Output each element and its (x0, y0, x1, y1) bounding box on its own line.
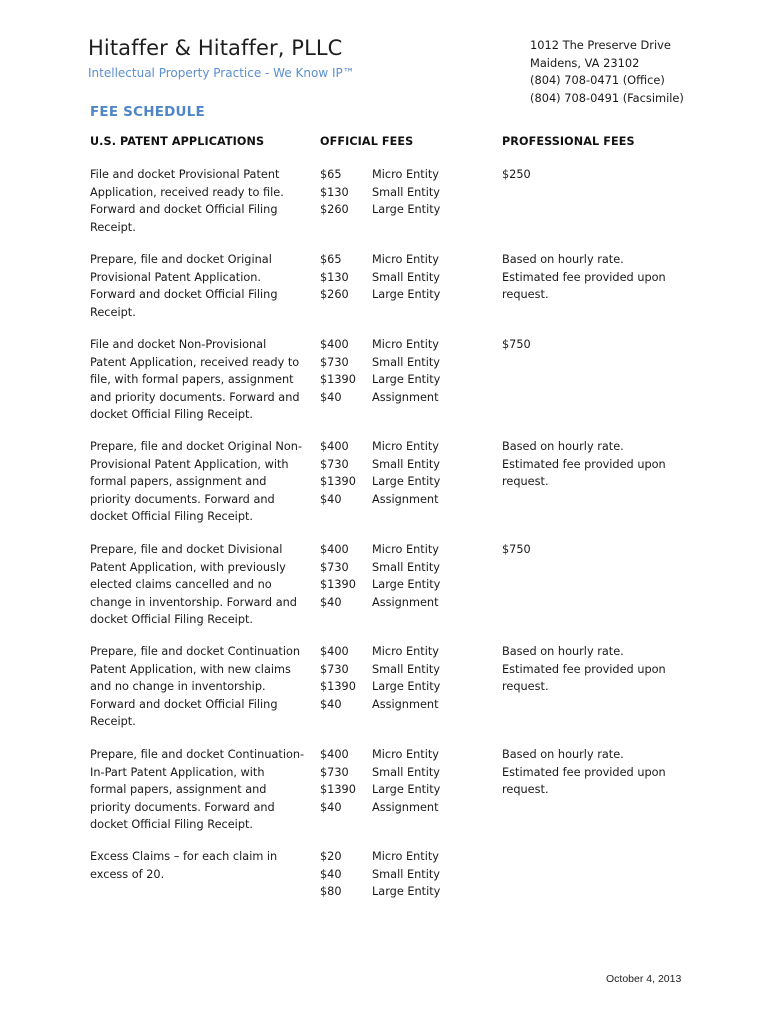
fee-amount: $1390 (320, 783, 356, 797)
professional-fee-line: Estimated fee provided upon (502, 662, 666, 676)
description-line: docket Official Filing Receipt. (90, 408, 254, 422)
professional-fee (502, 643, 666, 696)
fee-amount: $260 (320, 288, 349, 302)
fee-entity-type: Large Entity (372, 288, 441, 302)
professional-fee (502, 166, 531, 184)
description-line: File and docket Non-Provisional (90, 338, 267, 351)
address-street: 1012 The Preserve Drive (530, 38, 671, 52)
description-line: docket Official Filing Receipt. (90, 613, 254, 627)
fee-row-description (90, 166, 312, 236)
fee-amount: $400 (320, 645, 349, 658)
address-office-phone: (804) 708-0471 (Office) (530, 73, 665, 87)
fee-entity-type: Large Entity (372, 203, 441, 217)
description-line: Receipt. (90, 715, 136, 729)
fee-amount: $730 (320, 355, 349, 369)
description-line: excess of 20. (90, 867, 165, 881)
fee-amount: $40 (320, 697, 342, 711)
fee-entity-type: Large Entity (372, 578, 441, 592)
professional-fee (502, 336, 531, 354)
description-line: priority documents. Forward and (90, 492, 275, 506)
fee-amount: $1390 (320, 373, 356, 387)
fee-amount: $400 (320, 338, 349, 351)
fee-entity-type: Large Entity (372, 475, 441, 489)
description-line: docket Official Filing Receipt. (90, 818, 254, 832)
address-fax: (804) 708-0491 (Facsimile) (530, 90, 684, 105)
fee-entity-type: Micro Entity (372, 748, 439, 761)
fee-entity-type: Micro Entity (372, 440, 439, 453)
description-line: docket Official Filing Receipt. (90, 510, 254, 524)
fee-amount: $130 (320, 270, 349, 284)
fee-entity-type: Small Entity (372, 270, 440, 284)
address-city: Maidens, VA 23102 (530, 55, 640, 70)
fee-entity-type: Micro Entity (372, 253, 439, 266)
description-line: and priority documents. Forward and (90, 390, 300, 404)
fee-entity-type: Assignment (372, 390, 439, 404)
fee-entity-type: Small Entity (372, 185, 440, 199)
fee-amount: $40 (320, 595, 342, 609)
description-line: Prepare, file and docket Original Non- (90, 440, 303, 453)
column-header-applications: U.S. PATENT APPLICATIONS (90, 135, 265, 148)
fee-entity-type: Small Entity (372, 457, 440, 471)
professional-fee-line: request. (502, 680, 549, 694)
fee-row-description (90, 643, 312, 731)
description-line: formal papers, assignment and (90, 783, 267, 797)
fee-amount: $1390 (320, 578, 356, 592)
fee-entity-type: Micro Entity (372, 850, 439, 863)
fee-amount: $40 (320, 867, 342, 881)
description-line: File and docket Provisional Patent (90, 168, 280, 181)
description-line: Provisional Patent Application, with (90, 457, 289, 471)
description-line: Excess Claims – for each claim in (90, 850, 278, 863)
description-line: file, with formal papers, assignment (90, 373, 294, 387)
firm-tagline: Intellectual Property Practice - We Know IP™ (88, 66, 355, 80)
professional-fee-line: request. (502, 475, 549, 489)
description-line: In-Part Patent Application, with (90, 765, 265, 779)
professional-fee-line: $250 (502, 168, 531, 181)
professional-fee-line: request. (502, 783, 549, 797)
description-line: priority documents. Forward and (90, 800, 275, 814)
fee-entity-type: Assignment (372, 697, 439, 711)
fee-entity-type: Small Entity (372, 867, 440, 881)
description-line: Forward and docket Official Filing (90, 697, 278, 711)
professional-fee-line: Based on hourly rate. (502, 440, 624, 453)
fee-amount: $730 (320, 765, 349, 779)
description-line: Forward and docket Official Filing (90, 288, 278, 302)
fee-amount: $400 (320, 543, 349, 556)
section-title: FEE SCHEDULE (90, 104, 205, 120)
description-line: Application, received ready to file. (90, 185, 284, 199)
description-line: Patent Application, with new claims (90, 662, 291, 676)
professional-fee-line: Based on hourly rate. (502, 748, 624, 761)
fee-entity-type: Small Entity (372, 355, 440, 369)
fee-entity-type: Assignment (372, 595, 439, 609)
fee-row-description (90, 541, 312, 629)
fee-amount: $1390 (320, 680, 356, 694)
column-header-professional-fees: PROFESSIONAL FEES (502, 135, 635, 148)
fee-amount: $130 (320, 185, 349, 199)
description-line: Receipt. (90, 305, 136, 319)
fee-entity-type: Small Entity (372, 560, 440, 574)
fee-entity-type: Large Entity (372, 885, 441, 899)
description-line: elected claims cancelled and no (90, 578, 272, 592)
description-line: Patent Application, received ready to (90, 355, 300, 369)
fee-amount: $260 (320, 203, 349, 217)
fee-entity-type: Large Entity (372, 680, 441, 694)
fee-amount: $80 (320, 885, 342, 899)
fee-entity-type: Small Entity (372, 662, 440, 676)
description-line: Receipt. (90, 220, 136, 234)
fee-entity-type: Large Entity (372, 373, 441, 387)
fee-row-description (90, 746, 312, 834)
professional-fee-line: Estimated fee provided upon (502, 457, 666, 471)
fee-amount: $40 (320, 390, 342, 404)
professional-fee (502, 746, 666, 799)
fee-row-description (90, 848, 312, 883)
fee-row-description (90, 251, 312, 321)
description-line: Prepare, file and docket Continuation- (90, 748, 305, 761)
fee-amount: $730 (320, 560, 349, 574)
firm-name: Hitaffer & Hitaffer, PLLC (88, 36, 343, 60)
description-line: Prepare, file and docket Divisional (90, 543, 283, 556)
fee-entity-type: Assignment (372, 800, 439, 814)
professional-fee-line: request. (502, 288, 549, 302)
description-line: Provisional Patent Application. (90, 270, 261, 284)
fee-amount: $65 (320, 253, 342, 266)
fee-row-description (90, 336, 312, 424)
fee-entity-type: Micro Entity (372, 168, 439, 181)
description-line: Prepare, file and docket Continuation (90, 645, 301, 658)
fee-row-description (90, 438, 312, 526)
professional-fee-line: Estimated fee provided upon (502, 765, 666, 779)
fee-amount: $730 (320, 662, 349, 676)
description-line: formal papers, assignment and (90, 475, 267, 489)
fee-entity-type: Micro Entity (372, 645, 439, 658)
firm-address (530, 37, 684, 107)
fee-amount: $65 (320, 168, 342, 181)
professional-fee-line: Estimated fee provided upon (502, 270, 666, 284)
description-line: and no change in inventorship. (90, 680, 266, 694)
professional-fee-line: $750 (502, 543, 531, 556)
professional-fee (502, 251, 666, 304)
fee-entity-type: Micro Entity (372, 338, 439, 351)
professional-fee-line: $750 (502, 338, 531, 351)
column-header-official-fees: OFFICIAL FEES (320, 135, 414, 148)
professional-fee-line: Based on hourly rate. (502, 253, 624, 266)
professional-fee (502, 541, 531, 559)
description-line: change in inventorship. Forward and (90, 595, 297, 609)
professional-fee-line: Based on hourly rate. (502, 645, 624, 658)
fee-amount: $730 (320, 457, 349, 471)
fee-entity-type: Large Entity (372, 783, 441, 797)
fee-entity-type: Micro Entity (372, 543, 439, 556)
fee-amount: $400 (320, 440, 349, 453)
fee-amount: $400 (320, 748, 349, 761)
professional-fee (502, 438, 666, 491)
description-line: Patent Application, with previously (90, 560, 286, 574)
description-line: Forward and docket Official Filing (90, 203, 278, 217)
fee-entity-type: Small Entity (372, 765, 440, 779)
fee-entity-type: Assignment (372, 492, 439, 506)
fee-amount: $40 (320, 492, 342, 506)
description-line: Prepare, file and docket Original (90, 253, 272, 266)
footer-date: October 4, 2013 (606, 973, 682, 985)
fee-amount: $1390 (320, 475, 356, 489)
fee-amount: $20 (320, 850, 342, 863)
fee-amount: $40 (320, 800, 342, 814)
